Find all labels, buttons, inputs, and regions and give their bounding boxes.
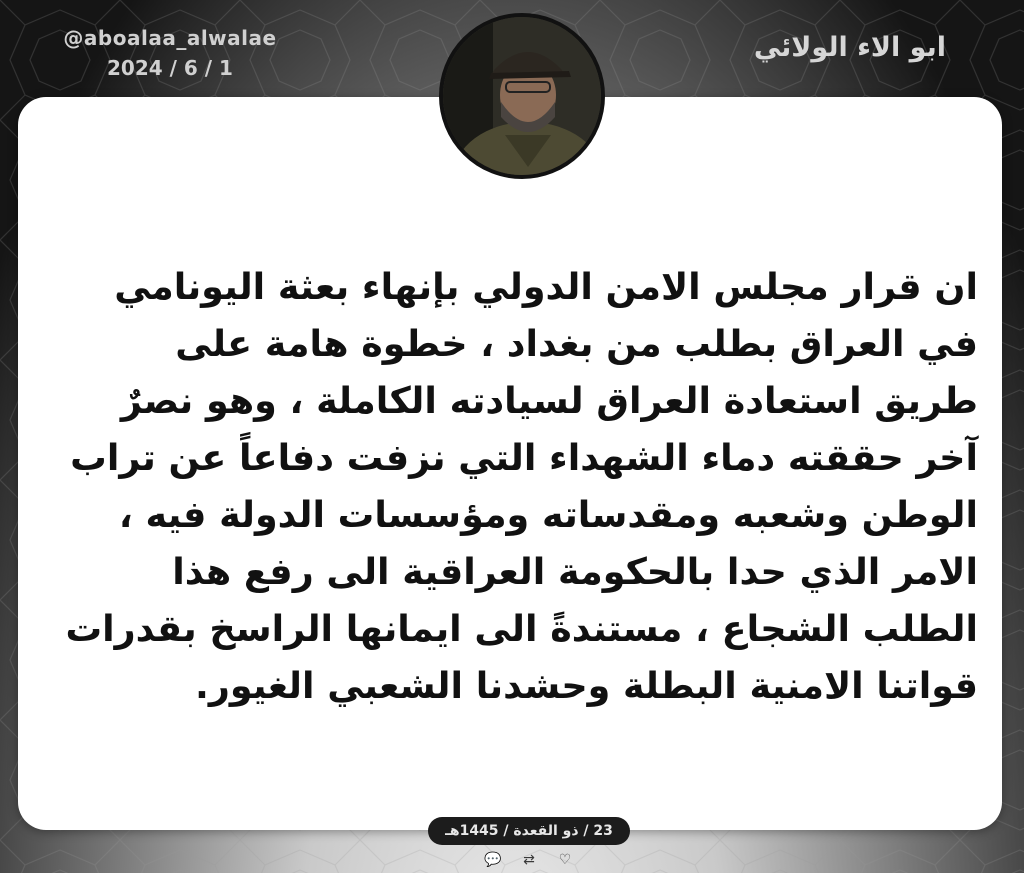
comment-icon[interactable]: 💬 xyxy=(484,852,502,868)
post-line: طريق استعادة العراق لسيادته الكاملة ، وهو نصرٌ xyxy=(120,379,978,422)
like-icon[interactable]: ♡ xyxy=(558,852,572,868)
post-actions xyxy=(484,851,574,869)
post-line: ان قرار مجلس الامن الدولي بإنهاء بعثة اليونامي xyxy=(114,265,978,308)
post-line: الطلب الشجاع ، مستندةً الى ايمانها الراسخ بقدرات xyxy=(65,607,978,650)
post-line: قواتنا الامنية البطلة وحشدنا الشعبي الغيور. xyxy=(195,664,978,707)
user-handle[interactable]: @aboalaa_alwalae xyxy=(63,26,277,50)
display-name[interactable]: ابو الاء الولائي xyxy=(753,32,946,63)
avatar[interactable] xyxy=(439,13,605,179)
post-line: الامر الذي حدا بالحكومة العراقية الى رفع هذا xyxy=(172,550,978,593)
post-line: في العراق بطلب من بغداد ، خطوة هامة على xyxy=(175,322,978,365)
profile-photo-icon xyxy=(443,17,601,175)
post-line: الوطن وشعبه ومقدساته ومؤسسات الدولة فيه ، xyxy=(118,493,978,536)
post-body xyxy=(30,258,978,714)
retweet-icon[interactable]: ⇄ xyxy=(523,852,535,868)
post-date: 2024 / 6 / 1 xyxy=(107,56,233,80)
post-line: آخر حققته دماء الشهداء التي نزفت دفاعاً عن تراب xyxy=(70,436,978,479)
hijri-date-badge: 23 / ذو القعدة / 1445هـ xyxy=(428,817,630,845)
